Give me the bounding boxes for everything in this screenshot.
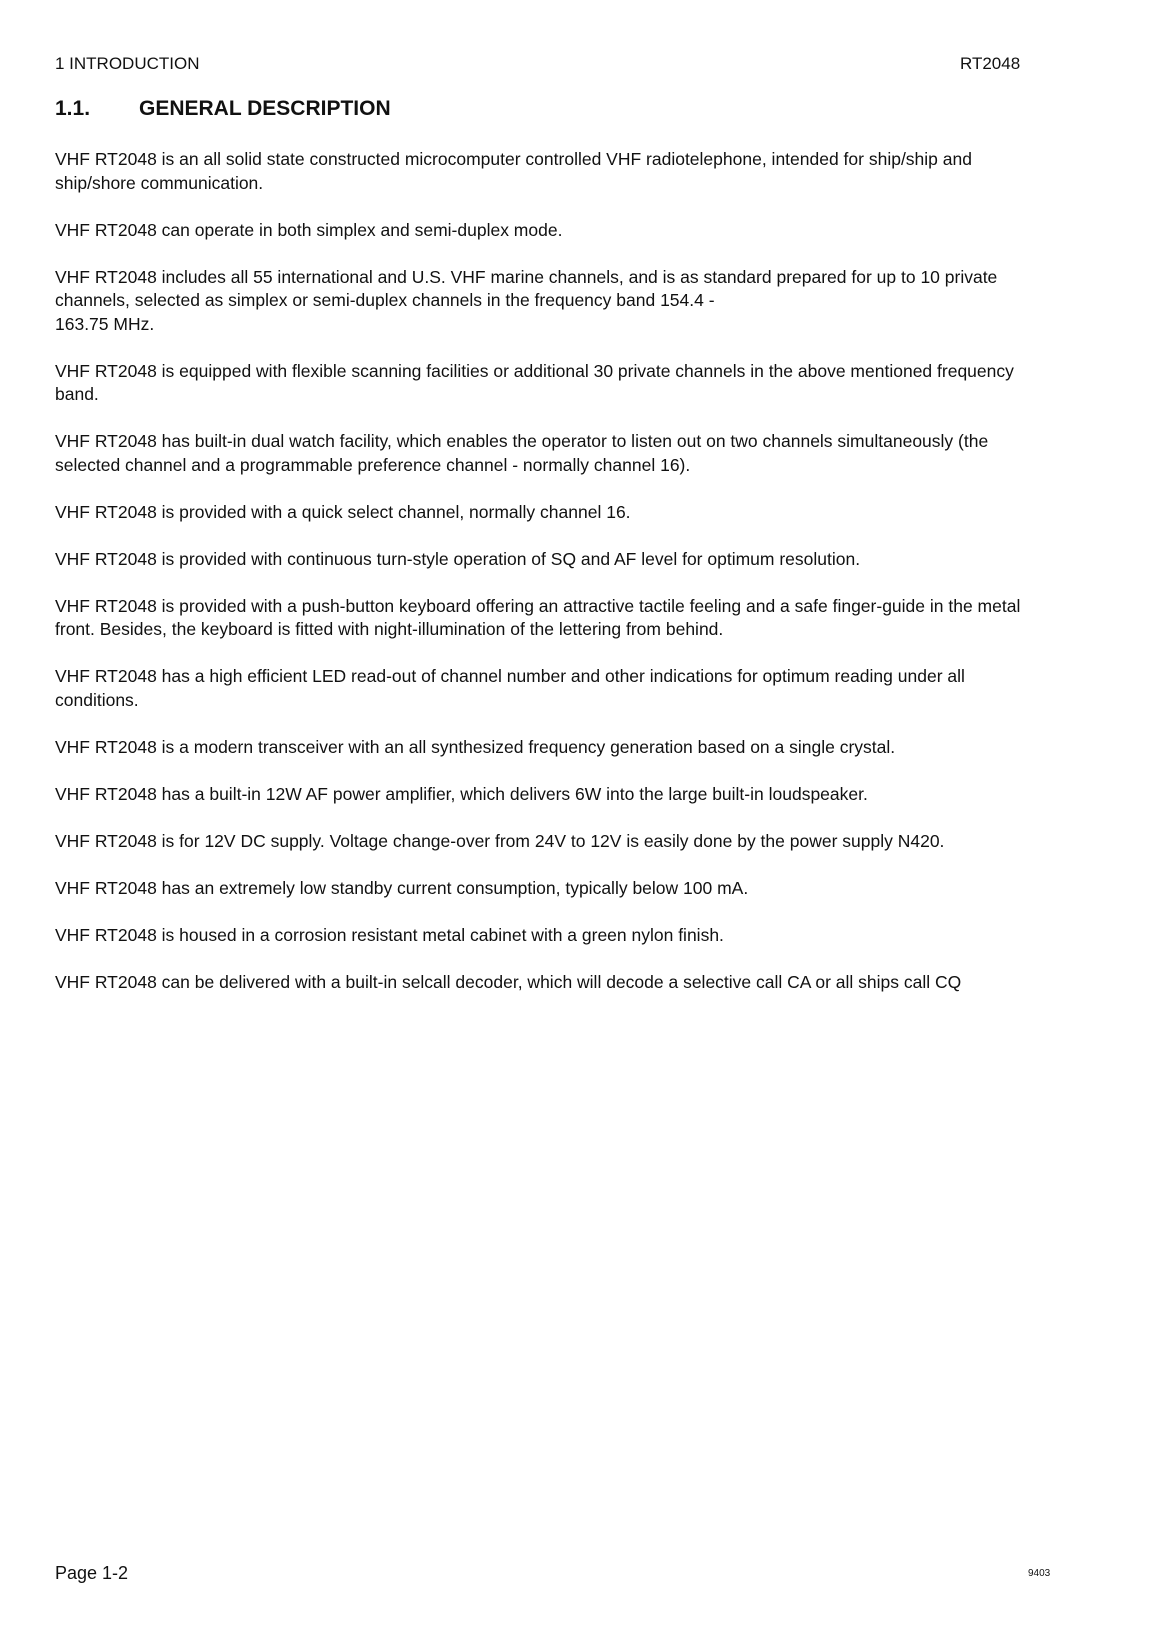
paragraph: VHF RT2048 has a built-in 12W AF power amplifier, which delivers 6W into the large built-in loudspeaker. <box>55 783 868 804</box>
paragraph: VHF RT2048 can be delivered with a built-in selcall decoder, which will decode a selective call CA or all ships call CQ <box>55 971 962 992</box>
paragraph: VHF RT2048 is for 12V DC supply. Voltage change-over from 24V to 12V is easily done by the power supply N420. <box>55 830 945 851</box>
paragraph: VHF RT2048 is provided with a quick select channel, normally channel 16. <box>55 501 631 522</box>
paragraph: VHF RT2048 can operate in both simplex and semi-duplex mode. <box>55 219 563 240</box>
section-number: 1.1. <box>55 97 91 120</box>
body-text <box>55 148 1030 1018</box>
document-code: 9403 <box>1028 1568 1051 1579</box>
paragraph: VHF RT2048 is provided with continuous turn-style operation of SQ and AF level for optimum resolution. <box>55 548 861 569</box>
section-title: GENERAL DESCRIPTION <box>139 97 391 120</box>
paragraph: VHF RT2048 is provided with a push-button keyboard offering an attractive tactile feeling and a safe finger-guide in the metal front. Besides, the keyboard is fitted with night-illumination of the lettering from behind. <box>55 595 1021 639</box>
paragraph: VHF RT2048 includes all 55 international and U.S. VHF marine channels, and is as standard prepared for up to 10 private channels, selected as simplex or semi-duplex channels in the frequency band 154.4 - 163.75 MHz. <box>55 266 998 334</box>
paragraph: VHF RT2048 is housed in a corrosion resistant metal cabinet with a green nylon finish. <box>55 924 724 945</box>
paragraph: VHF RT2048 is equipped with flexible scanning facilities or additional 30 private channels in the above mentioned frequency band. <box>55 360 1014 404</box>
section-heading <box>55 97 391 121</box>
paragraph: VHF RT2048 is a modern transceiver with an all synthesized frequency generation based on a single crystal. <box>55 736 896 757</box>
running-header-chapter: 1 INTRODUCTION <box>55 54 200 73</box>
running-header-model: RT2048 <box>960 54 1021 73</box>
paragraph: VHF RT2048 has built-in dual watch facility, which enables the operator to listen out on two channels simultaneously (the selected channel and a programmable preference channel - normally channel 16). <box>55 431 989 475</box>
paragraph: VHF RT2048 has a high efficient LED read-out of channel number and other indications for optimum reading under all conditions. <box>55 666 965 710</box>
page-number: Page 1-2 <box>55 1563 129 1583</box>
paragraph: VHF RT2048 has an extremely low standby current consumption, typically below 100 mA. <box>55 877 749 898</box>
paragraph: VHF RT2048 is an all solid state constructed microcomputer controlled VHF radiotelephone, intended for ship/ship and ship/shore communication. <box>55 149 972 193</box>
